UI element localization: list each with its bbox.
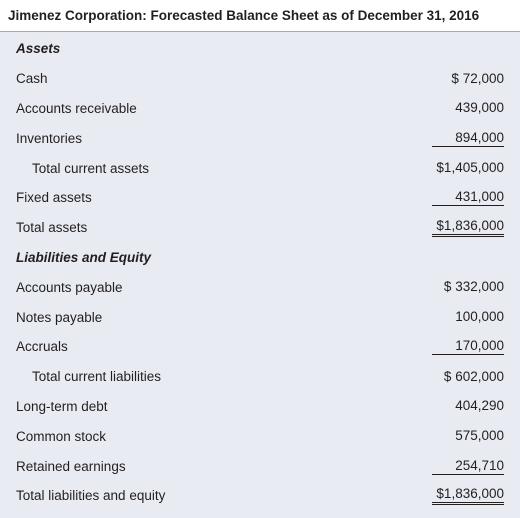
ltd-amount bbox=[424, 398, 504, 414]
row-accounts-receivable bbox=[0, 94, 520, 124]
row-notes-payable bbox=[0, 302, 520, 332]
ar-amount bbox=[424, 100, 504, 116]
fixed-label: Fixed assets bbox=[16, 190, 92, 206]
cs-value: 575,000 bbox=[455, 428, 504, 444]
np-label: Notes payable bbox=[16, 309, 103, 325]
ap-label: Accounts payable bbox=[16, 279, 123, 295]
accruals-amount bbox=[424, 338, 504, 355]
re-value: 254,710 bbox=[432, 458, 504, 475]
cash-amount bbox=[424, 71, 504, 87]
tcl-label: Total current liabilities bbox=[32, 369, 162, 385]
ta-value: $1,836,000 bbox=[432, 218, 504, 237]
sheet-title bbox=[0, 0, 520, 32]
row-accounts-payable bbox=[0, 272, 520, 302]
tcl-value: 602,000 bbox=[455, 368, 504, 384]
tle-amount bbox=[424, 486, 504, 505]
ar-value: 439,000 bbox=[455, 100, 504, 116]
inventories-label: Inventories bbox=[16, 130, 83, 146]
accruals-label: Accruals bbox=[16, 339, 68, 355]
tle-label: Total liabilities and equity bbox=[16, 488, 166, 504]
tca-label: Total current assets bbox=[32, 160, 150, 176]
np-value: 100,000 bbox=[455, 309, 504, 325]
fixed-amount bbox=[424, 189, 504, 206]
tca-amount bbox=[424, 160, 504, 176]
tcl-amount bbox=[424, 369, 504, 385]
inventories-amount bbox=[424, 130, 504, 147]
fixed-value: 431,000 bbox=[432, 189, 504, 206]
ar-label: Accounts receivable bbox=[16, 100, 137, 116]
assets-heading-label: Assets bbox=[16, 41, 61, 57]
ta-amount bbox=[424, 218, 504, 237]
ap-currency: $ bbox=[443, 279, 452, 295]
sheet-title-text: Jimenez Corporation: Forecasted Balance Sheet as of December 31, 2016 bbox=[8, 8, 480, 23]
cs-amount bbox=[424, 428, 504, 444]
row-total-current-assets bbox=[0, 153, 520, 183]
row-retained-earnings bbox=[0, 451, 520, 481]
ap-amount bbox=[424, 279, 504, 295]
re-amount bbox=[424, 458, 504, 475]
row-inventories bbox=[0, 123, 520, 153]
row-total-current-liabilities bbox=[0, 362, 520, 392]
tca-value: $1,405,000 bbox=[436, 160, 504, 176]
row-accruals bbox=[0, 332, 520, 362]
cash-value: 72,000 bbox=[462, 70, 504, 86]
cs-label: Common stock bbox=[16, 428, 107, 444]
row-total-assets bbox=[0, 213, 520, 243]
re-label: Retained earnings bbox=[16, 458, 126, 474]
row-cash bbox=[0, 64, 520, 94]
cash-label: Cash bbox=[16, 71, 48, 87]
assets-heading bbox=[0, 34, 520, 64]
row-long-term-debt bbox=[0, 392, 520, 422]
inventories-value: 894,000 bbox=[432, 130, 504, 147]
balance-sheet-rows bbox=[0, 32, 520, 518]
ta-label: Total assets bbox=[16, 220, 88, 236]
accruals-value: 170,000 bbox=[432, 338, 504, 355]
liabilities-heading-label: Liabilities and Equity bbox=[16, 249, 152, 265]
tcl-currency: $ bbox=[443, 368, 452, 384]
tle-value: $1,836,000 bbox=[432, 486, 504, 505]
ltd-value: 404,290 bbox=[455, 398, 504, 414]
row-common-stock bbox=[0, 421, 520, 451]
row-total-liabilities-equity bbox=[0, 481, 520, 511]
cash-currency: $ bbox=[451, 70, 459, 86]
row-fixed-assets bbox=[0, 183, 520, 213]
np-amount bbox=[424, 309, 504, 325]
ltd-label: Long-term debt bbox=[16, 398, 108, 414]
ap-value: 332,000 bbox=[455, 279, 504, 295]
liabilities-heading bbox=[0, 243, 520, 273]
